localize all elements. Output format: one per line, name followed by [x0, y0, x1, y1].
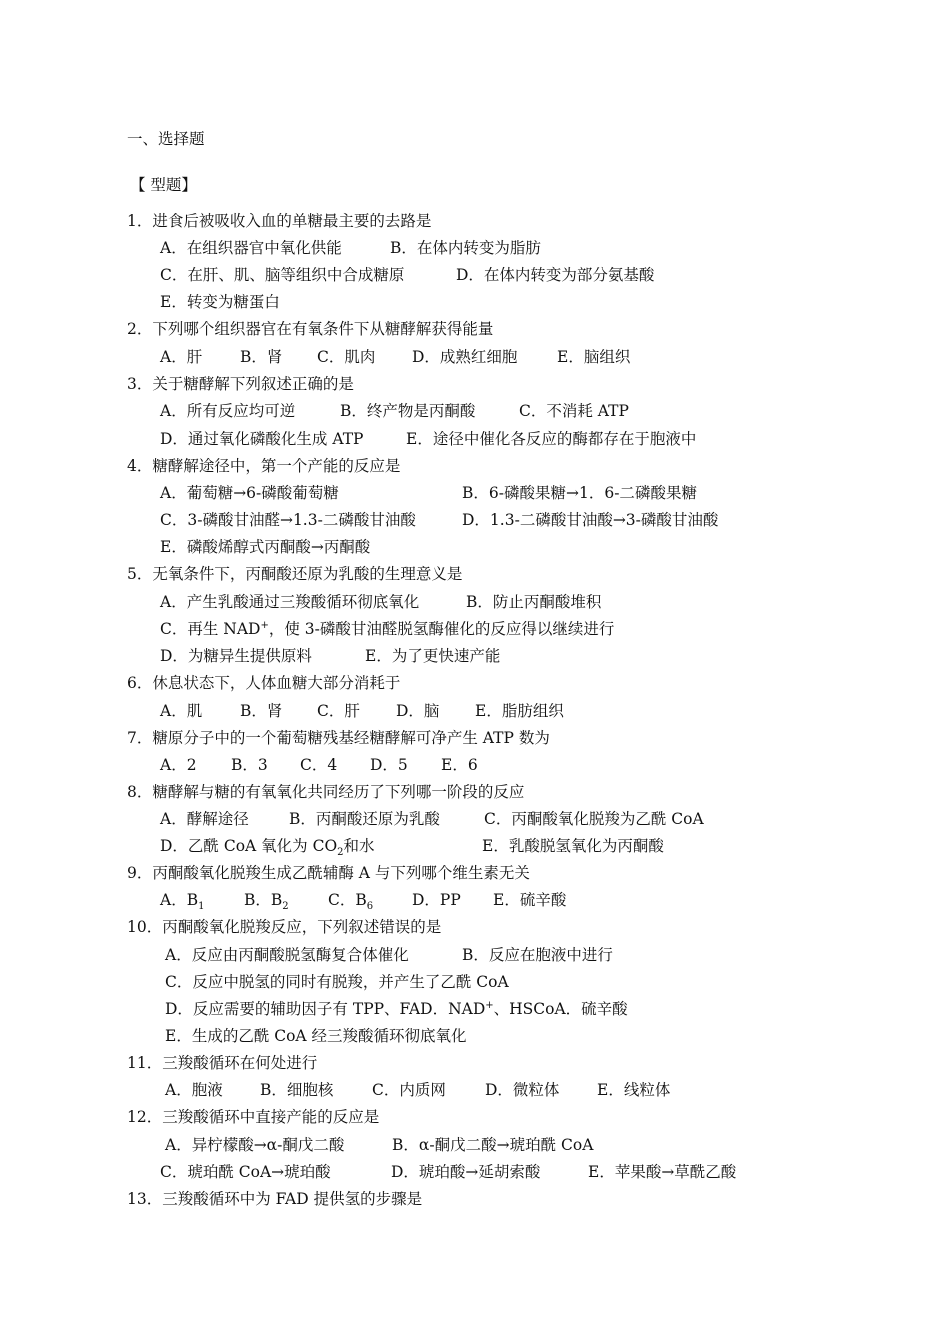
- question-8-option-e: E．乳酸脱氢氧化为丙酮酸: [482, 837, 664, 855]
- question-8-option-b: B．丙酮酸还原为乳酸: [289, 810, 440, 828]
- question-4-option-a: A．葡萄糖→6-磷酸葡萄糖: [160, 484, 339, 502]
- question-3-stem: 3．关于糖酵解下列叙述正确的是: [127, 375, 354, 393]
- question-10-option-c: C．反应中脱氢的同时有脱羧，并产生了乙酰 CoA: [165, 973, 509, 991]
- question-4-option-d: D．1.3-二磷酸甘油酸→3-磷酸甘油酸: [462, 511, 719, 529]
- question-10-option-a: A．反应由丙酮酸脱氢酶复合体催化: [165, 946, 409, 964]
- question-12-option-e: E．苹果酸→草酰乙酸: [588, 1163, 737, 1181]
- question-5-option-a: A．产生乳酸通过三羧酸循环彻底氧化: [160, 593, 420, 611]
- question-5-option-e: E．为了更快速产能: [365, 647, 501, 665]
- question-12-option-c: C．琥珀酰 CoA→琥珀酸: [160, 1163, 331, 1181]
- question-9-option-a: A．$B_1$: [160, 891, 205, 912]
- question-3-option-a: A．所有反应均可逆: [160, 402, 296, 420]
- question-5-option-d: D．为糖异生提供原料: [160, 647, 312, 665]
- question-10-stem: 10．丙酮酸氧化脱羧反应，下列叙述错误的是: [127, 918, 442, 936]
- question-6-option-c: C．肝: [317, 702, 360, 720]
- question-9-stem: 9．丙酮酸氧化脱羧生成乙酰辅酶 A 与下列哪个维生素无关: [127, 864, 530, 882]
- question-2-option-a: A．肝: [160, 348, 203, 366]
- question-10-option-e: E．生成的乙酰 CoA 经三羧酸循环彻底氧化: [165, 1027, 467, 1045]
- question-11-option-b: B．细胞核: [260, 1081, 334, 1099]
- question-11-option-c: C．内质网: [372, 1081, 446, 1099]
- question-12-option-b: B．α-酮戊二酸→琥珀酰 CoA: [392, 1136, 594, 1154]
- question-4-option-b: B．6-磷酸果糖→1．6-二磷酸果糖: [462, 484, 697, 502]
- question-13-stem: 13．三羧酸循环中为 FAD 提供氢的步骤是: [127, 1190, 423, 1208]
- question-12-stem: 12．三羧酸循环中直接产能的反应是: [127, 1108, 380, 1126]
- question-7-option-b: B．3: [231, 756, 268, 774]
- question-4-option-c: C．3-磷酸甘油醛→1.3-二磷酸甘油酸: [160, 511, 416, 529]
- question-7-stem: 7．糖原分子中的一个葡萄糖残基经糖酵解可净产生 ATP 数为: [127, 729, 550, 747]
- question-9-option-c: C．$B_6$: [328, 891, 374, 912]
- question-5-option-b: B．防止丙酮酸堆积: [466, 593, 602, 611]
- question-9-option-b: B．$B_2$: [244, 891, 289, 912]
- question-2-option-b: B．肾: [240, 348, 283, 366]
- question-6-option-d: D．脑: [396, 702, 440, 720]
- question-7-option-c: C．4: [300, 756, 338, 774]
- question-5-option-c: C．再生 NAD+，使 3-磷酸甘油醛脱氢酶催化的反应得以继续进行: [160, 620, 615, 638]
- question-type-heading: 【 型题】: [130, 176, 197, 194]
- question-6-stem: 6．休息状态下，人体血糖大部分消耗于: [127, 674, 401, 692]
- question-6-option-e: E．脂肪组织: [475, 702, 564, 720]
- question-2-option-c: C．肌肉: [317, 348, 376, 366]
- question-4-stem: 4．糖酵解途径中，第一个产能的反应是: [127, 457, 401, 475]
- question-1-stem: 1．进食后被吸收入血的单糖最主要的去路是: [127, 212, 432, 230]
- question-4-option-e: E．磷酸烯醇式丙酮酸→丙酮酸: [160, 538, 371, 556]
- question-2-option-d: D．成熟红细胞: [412, 348, 518, 366]
- question-8-option-c: C．丙酮酸氧化脱羧为乙酰 CoA: [484, 810, 704, 828]
- question-12-option-a: A．异柠檬酸→α-酮戊二酸: [165, 1136, 345, 1154]
- question-1-option-d: D．在体内转变为部分氨基酸: [456, 266, 655, 284]
- question-8-stem: 8．糖酵解与糖的有氧氧化共同经历了下列哪一阶段的反应: [127, 783, 525, 801]
- question-7-option-a: A．2: [160, 756, 197, 774]
- question-11-stem: 11．三羧酸循环在何处进行: [127, 1054, 318, 1072]
- question-7-option-e: E．6: [441, 756, 478, 774]
- question-9-option-d: D．PP: [412, 891, 461, 909]
- question-6-option-a: A．肌: [160, 702, 203, 720]
- question-9-option-e: E．硫辛酸: [493, 891, 567, 909]
- question-2-option-e: E．脑组织: [557, 348, 631, 366]
- question-12-option-d: D．琥珀酸→延胡索酸: [391, 1163, 541, 1181]
- question-1-option-a: A．在组织器官中氧化供能: [160, 239, 342, 257]
- question-8-option-a: A．酵解途径: [160, 810, 249, 828]
- question-8-option-d: D．乙酰 CoA 氧化为 $CO_2$和水: [160, 837, 375, 858]
- question-11-option-e: E．线粒体: [597, 1081, 671, 1099]
- question-1-option-c: C．在肝、肌、脑等组织中合成糖原: [160, 266, 405, 284]
- question-3-option-b: B．终产物是丙酮酸: [340, 402, 476, 420]
- question-7-option-d: D．5: [370, 756, 408, 774]
- question-3-option-d: D．通过氧化磷酸化生成 ATP: [160, 430, 364, 448]
- question-10-option-b: B．反应在胞液中进行: [462, 946, 613, 964]
- question-3-option-e: E．途径中催化各反应的酶都存在于胞液中: [406, 430, 697, 448]
- question-2-stem: 2．下列哪个组织器官在有氧条件下从糖酵解获得能量: [127, 320, 494, 338]
- question-11-option-a: A．胞液: [165, 1081, 223, 1099]
- question-5-stem: 5．无氧条件下，丙酮酸还原为乳酸的生理意义是: [127, 565, 463, 583]
- question-10-option-d: D．反应需要的辅助因子有 TPP、FAD．NAD+、HSCoA．硫辛酸: [165, 1000, 628, 1018]
- question-1-option-e: E．转变为糖蛋白: [160, 293, 280, 311]
- section-title: 一、选择题: [127, 130, 205, 148]
- question-11-option-d: D．微粒体: [485, 1081, 560, 1099]
- question-6-option-b: B．肾: [240, 702, 283, 720]
- question-3-option-c: C．不消耗 ATP: [519, 402, 629, 420]
- question-1-option-b: B．在体内转变为脂肪: [390, 239, 541, 257]
